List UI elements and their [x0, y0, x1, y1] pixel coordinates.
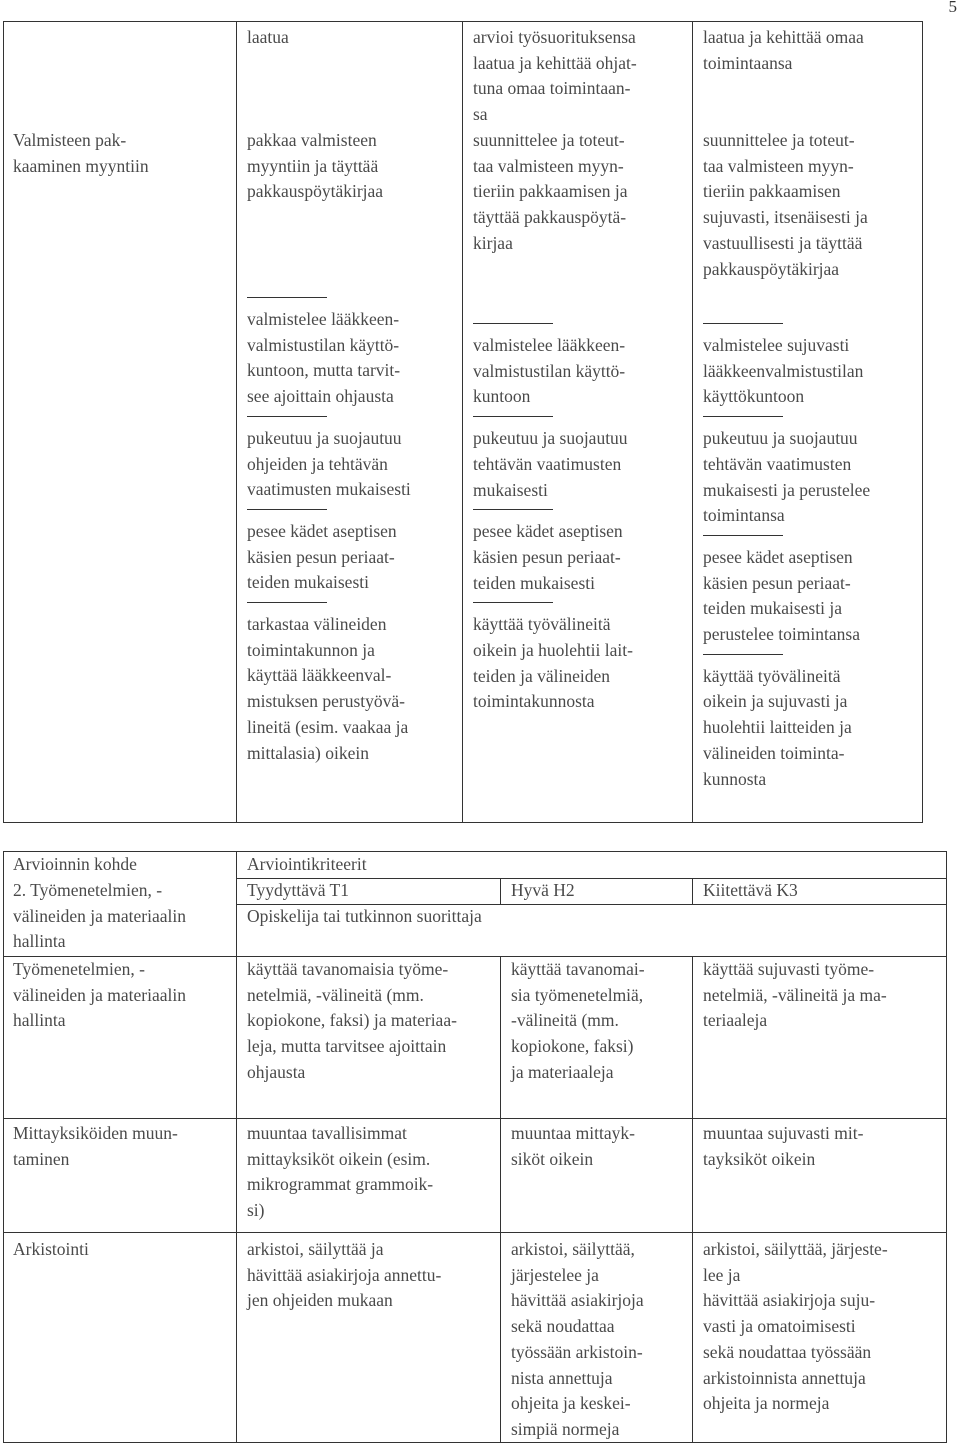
- item-separator: [473, 602, 553, 603]
- text-line: käyttää sujuvasti työme-: [703, 959, 875, 979]
- item-separator: [473, 323, 553, 324]
- text-line: netelmiä, -välineitä (mm.: [247, 984, 424, 1005]
- text-line: perustelee toimintansa: [703, 624, 860, 645]
- text-line: arkistoinnista annettuja: [703, 1367, 866, 1388]
- text-line: taminen: [13, 1148, 70, 1169]
- text-line: simpiä normeja: [511, 1418, 620, 1439]
- text-line: käyttää työvälineitä: [703, 665, 841, 686]
- text-line: toimintakunnosta: [473, 691, 595, 712]
- text-line: pukeutuu ja suojautuu: [703, 428, 858, 449]
- text-line: sekä noudattaa työssään: [703, 1341, 872, 1362]
- text-line: pakkaa valmisteen: [247, 130, 377, 150]
- top-table-top-border: [3, 21, 923, 22]
- text-line: toimintaansa: [703, 52, 793, 73]
- page-number: 5: [948, 0, 957, 16]
- item-separator: [247, 602, 327, 603]
- top-table-right-border: [922, 21, 923, 823]
- bottom-table-row-line-1: [3, 1118, 947, 1119]
- text-line: käsien pesun periaat-: [247, 546, 395, 567]
- criteria-item: [247, 519, 411, 596]
- top-table-col-divider-1: [236, 21, 237, 823]
- items-col3: [473, 323, 633, 715]
- bottom-table-col-divider-1: [236, 851, 237, 1443]
- header-k3: Kiitettävä K3: [703, 880, 798, 900]
- row1-kohde: [13, 957, 186, 1034]
- text-line: kopiokone, faksi): [511, 1036, 634, 1057]
- text-line: Valmisteen pak-: [13, 130, 127, 150]
- text-line: muuntaa tavallisimmat: [247, 1123, 407, 1143]
- text-line: välineiden toiminta-: [703, 742, 845, 763]
- text-line: mittayksiköt oikein (esim.: [247, 1148, 431, 1169]
- pakkaaminen-col1: [13, 128, 149, 179]
- text-line: 2. Työmenetelmien, -: [13, 880, 163, 900]
- text-line: tarkastaa välineiden: [247, 614, 387, 635]
- text-line: toimintansa: [703, 505, 785, 526]
- text-line: see ajoittain ohjausta: [247, 386, 394, 407]
- bottom-table-bottom-border: [3, 1442, 947, 1443]
- text-line: mukaisesti: [473, 479, 548, 500]
- header-arvioinnin-kohde: Arvioinnin kohde: [13, 854, 137, 874]
- criteria-item: [247, 612, 411, 766]
- text-line: mistuksen perustyövä-: [247, 691, 405, 712]
- row2-kohde: [13, 1121, 178, 1172]
- top-table-bottom-border: [3, 822, 923, 823]
- text-line: käyttää työvälineitä: [473, 614, 611, 635]
- item-separator: [247, 416, 327, 417]
- laatua-col4: [703, 25, 864, 76]
- criteria-item: [473, 426, 633, 503]
- text-line: pesee kädet aseptisen: [473, 521, 623, 542]
- text-line: arkistoi, säilyttää, järjeste-: [703, 1239, 888, 1259]
- text-line: tayksiköt oikein: [703, 1148, 816, 1169]
- text-line: valmistelee lääkkeen-: [473, 335, 626, 355]
- item-separator: [703, 535, 783, 536]
- text-line: suunnittelee ja toteut-: [473, 130, 625, 150]
- item-separator: [247, 509, 327, 510]
- text-line: välineiden ja materiaalin: [13, 905, 186, 926]
- row1-t1: [247, 957, 457, 1086]
- text-line: kaaminen myyntiin: [13, 155, 149, 176]
- text-line: pakkauspöytäkirjaa: [247, 181, 384, 202]
- text-line: käyttää lääkkeenval-: [247, 665, 392, 686]
- bottom-table-right-border: [946, 851, 947, 1443]
- text-line: ohjausta: [247, 1061, 306, 1082]
- text-line: hävittää asiakirjoja annettu-: [247, 1264, 442, 1285]
- text-line: tehtävän vaatimusten: [703, 453, 852, 474]
- text-line: huolehtii laitteiden ja: [703, 717, 852, 738]
- text-line: hallinta: [13, 1010, 66, 1031]
- criteria-item: [703, 426, 870, 529]
- top-table-col-divider-3: [692, 21, 693, 823]
- row1-h2: [511, 957, 645, 1086]
- text-line: tehtävän vaatimusten: [473, 453, 622, 474]
- row3-h2: [511, 1237, 644, 1443]
- bottom-table-row-line-2: [3, 1232, 947, 1233]
- text-line: nista annettuja: [511, 1367, 613, 1388]
- text-line: tieriin pakkaamisen ja: [473, 181, 628, 202]
- text-line: käyttökuntoon: [703, 386, 805, 407]
- text-line: taa valmisteen myyn-: [703, 155, 854, 176]
- pakkaaminen-col4: [703, 128, 868, 282]
- criteria-item: [473, 519, 633, 596]
- bottom-table-col-divider-3: [692, 878, 693, 905]
- item-separator: [247, 297, 327, 298]
- text-line: toimintakunnon ja: [247, 639, 375, 660]
- criteria-item: [247, 307, 411, 410]
- text-line: leja, mutta tarvitsee ajoittain: [247, 1036, 447, 1057]
- text-line: muuntaa mittayk-: [511, 1123, 635, 1143]
- criteria-item: [473, 612, 633, 715]
- top-table-col-divider-2: [462, 21, 463, 823]
- text-line: arkistoi, säilyttää ja: [247, 1239, 384, 1259]
- text-line: valmistelee lääkkeen-: [247, 309, 400, 329]
- criteria-item: [473, 333, 633, 410]
- text-line: Mittayksiköiden muun-: [13, 1123, 178, 1143]
- header-arviointikriteerit: Arviointikriteerit: [247, 854, 367, 874]
- text-line: mikrogrammat grammoik-: [247, 1174, 434, 1195]
- text-line: Työmenetelmien, -: [13, 959, 145, 979]
- item-separator: [473, 509, 553, 510]
- row2-t1: [247, 1121, 433, 1224]
- row2-h2: [511, 1121, 635, 1172]
- item-separator: [703, 654, 783, 655]
- criteria-item: [247, 426, 411, 503]
- text-line: taa valmisteen myyn-: [473, 155, 624, 176]
- items-col2: [247, 297, 411, 766]
- text-line: pesee kädet aseptisen: [247, 520, 397, 541]
- criteria-item: [703, 545, 870, 648]
- bottom-table-col-divider-2: [500, 878, 501, 905]
- row3-t1: [247, 1237, 441, 1314]
- text-line: ohjeita ja normeja: [703, 1393, 830, 1414]
- text-line: pesee kädet aseptisen: [703, 546, 853, 567]
- text-line: netelmiä, -välineitä ja ma-: [703, 984, 887, 1005]
- text-line: sekä noudattaa: [511, 1316, 615, 1337]
- text-line: kopiokone, faksi) ja materiaa-: [247, 1010, 457, 1031]
- text-line: pakkauspöytäkirjaa: [703, 258, 840, 279]
- text-line: teriaaleja: [703, 1010, 768, 1031]
- pakkaaminen-col3: [473, 128, 628, 257]
- text-line: myyntiin ja täyttää: [247, 155, 379, 176]
- text-line: työssään arkistoin-: [511, 1341, 643, 1362]
- text-line: pukeutuu ja suojautuu: [247, 427, 402, 448]
- text-line: laatua ja kehittää ohjat-: [473, 52, 637, 73]
- text-line: muuntaa sujuvasti mit-: [703, 1123, 864, 1143]
- text-line: pukeutuu ja suojautuu: [473, 428, 628, 449]
- text-line: käsien pesun periaat-: [473, 546, 621, 567]
- text-line: teiden mukaisesti: [247, 572, 369, 593]
- top-table-left-border: [3, 21, 4, 823]
- text-line: siköt oikein: [511, 1148, 594, 1169]
- text-line: oikein ja huolehtii lait-: [473, 640, 633, 661]
- text-line: valmistustilan käyttö-: [473, 360, 626, 381]
- text-line: ja materiaaleja: [511, 1061, 614, 1082]
- text-line: laatua: [247, 27, 289, 47]
- text-line: sujuvasti, itsenäisesti ja: [703, 207, 868, 228]
- text-line: kunnosta: [703, 768, 767, 789]
- text-line: lee ja: [703, 1264, 741, 1285]
- text-line: lineitä (esim. vaakaa ja: [247, 716, 409, 737]
- text-line: kirjaa: [473, 232, 513, 253]
- text-line: mittalasia) oikein: [247, 742, 369, 763]
- text-line: hallinta: [13, 931, 66, 952]
- text-line: lääkkeenvalmistustilan: [703, 360, 864, 381]
- text-line: si): [247, 1200, 265, 1221]
- header-section-title: [13, 878, 186, 955]
- text-line: hävittää asiakirjoja suju-: [703, 1290, 876, 1311]
- bottom-table-col-divider-3b: [692, 956, 693, 1443]
- pakkaaminen-col2: [247, 128, 383, 205]
- item-separator: [473, 416, 553, 417]
- text-line: vastuullisesti ja täyttää: [703, 232, 863, 253]
- text-line: sia työmenetelmiä,: [511, 984, 644, 1005]
- text-line: teiden ja välineiden: [473, 665, 611, 686]
- text-line: ohjeiden ja tehtävän: [247, 453, 388, 474]
- row3-kohde: [13, 1237, 89, 1263]
- laatua-col2: [247, 25, 289, 51]
- row2-k3: [703, 1121, 863, 1172]
- text-line: teiden mukaisesti: [473, 572, 595, 593]
- text-line: suunnittelee ja toteut-: [703, 130, 855, 150]
- text-line: käsien pesun periaat-: [703, 572, 851, 593]
- text-line: mukaisesti ja perustelee: [703, 479, 871, 500]
- text-line: laatua ja kehittää omaa: [703, 27, 864, 47]
- header-h2: Hyvä H2: [511, 880, 575, 900]
- items-col4: [703, 323, 870, 792]
- text-line: tuna omaa toimintaan-: [473, 78, 631, 99]
- text-line: käyttää tavanomaisia työme-: [247, 959, 449, 979]
- item-separator: [703, 323, 783, 324]
- text-line: ohjeita ja keskei-: [511, 1393, 631, 1414]
- text-line: hävittää asiakirjoja: [511, 1290, 644, 1311]
- text-line: valmistustilan käyttö-: [247, 334, 400, 355]
- text-line: arkistoi, säilyttää,: [511, 1239, 635, 1259]
- text-line: tieriin pakkaamisen: [703, 181, 841, 202]
- text-line: kuntoon, mutta tarvit-: [247, 360, 401, 381]
- text-line: -välineitä (mm.: [511, 1010, 619, 1031]
- text-line: kuntoon: [473, 386, 531, 407]
- text-line: täyttää pakkauspöytä-: [473, 207, 627, 228]
- text-line: jen ohjeiden mukaan: [247, 1290, 393, 1311]
- header-t1: Tyydyttävä T1: [247, 880, 349, 900]
- text-line: käyttää tavanomai-: [511, 959, 645, 979]
- text-line: järjestelee ja: [511, 1264, 599, 1285]
- laatua-col3: [473, 25, 637, 128]
- bottom-table-top-border: [3, 851, 947, 852]
- item-separator: [703, 416, 783, 417]
- bottom-table-left-border: [3, 851, 4, 1443]
- text-line: valmistelee sujuvasti: [703, 335, 850, 355]
- bottom-table-col-divider-2b: [500, 956, 501, 1443]
- text-line: vasti ja omatoimisesti: [703, 1316, 856, 1337]
- header-opiskelija: Opiskelija tai tutkinnon suorittaja: [247, 906, 482, 926]
- text-line: Arkistointi: [13, 1239, 89, 1259]
- criteria-item: [703, 664, 870, 793]
- text-line: teiden mukaisesti ja: [703, 598, 842, 619]
- text-line: arvioi työsuorituksensa: [473, 27, 636, 47]
- criteria-item: [703, 333, 870, 410]
- text-line: vaatimusten mukaisesti: [247, 479, 411, 500]
- text-line: välineiden ja materiaalin: [13, 984, 186, 1005]
- row1-k3: [703, 957, 887, 1034]
- text-line: sa: [473, 104, 488, 125]
- text-line: oikein ja sujuvasti ja: [703, 691, 848, 712]
- row3-k3: [703, 1237, 888, 1417]
